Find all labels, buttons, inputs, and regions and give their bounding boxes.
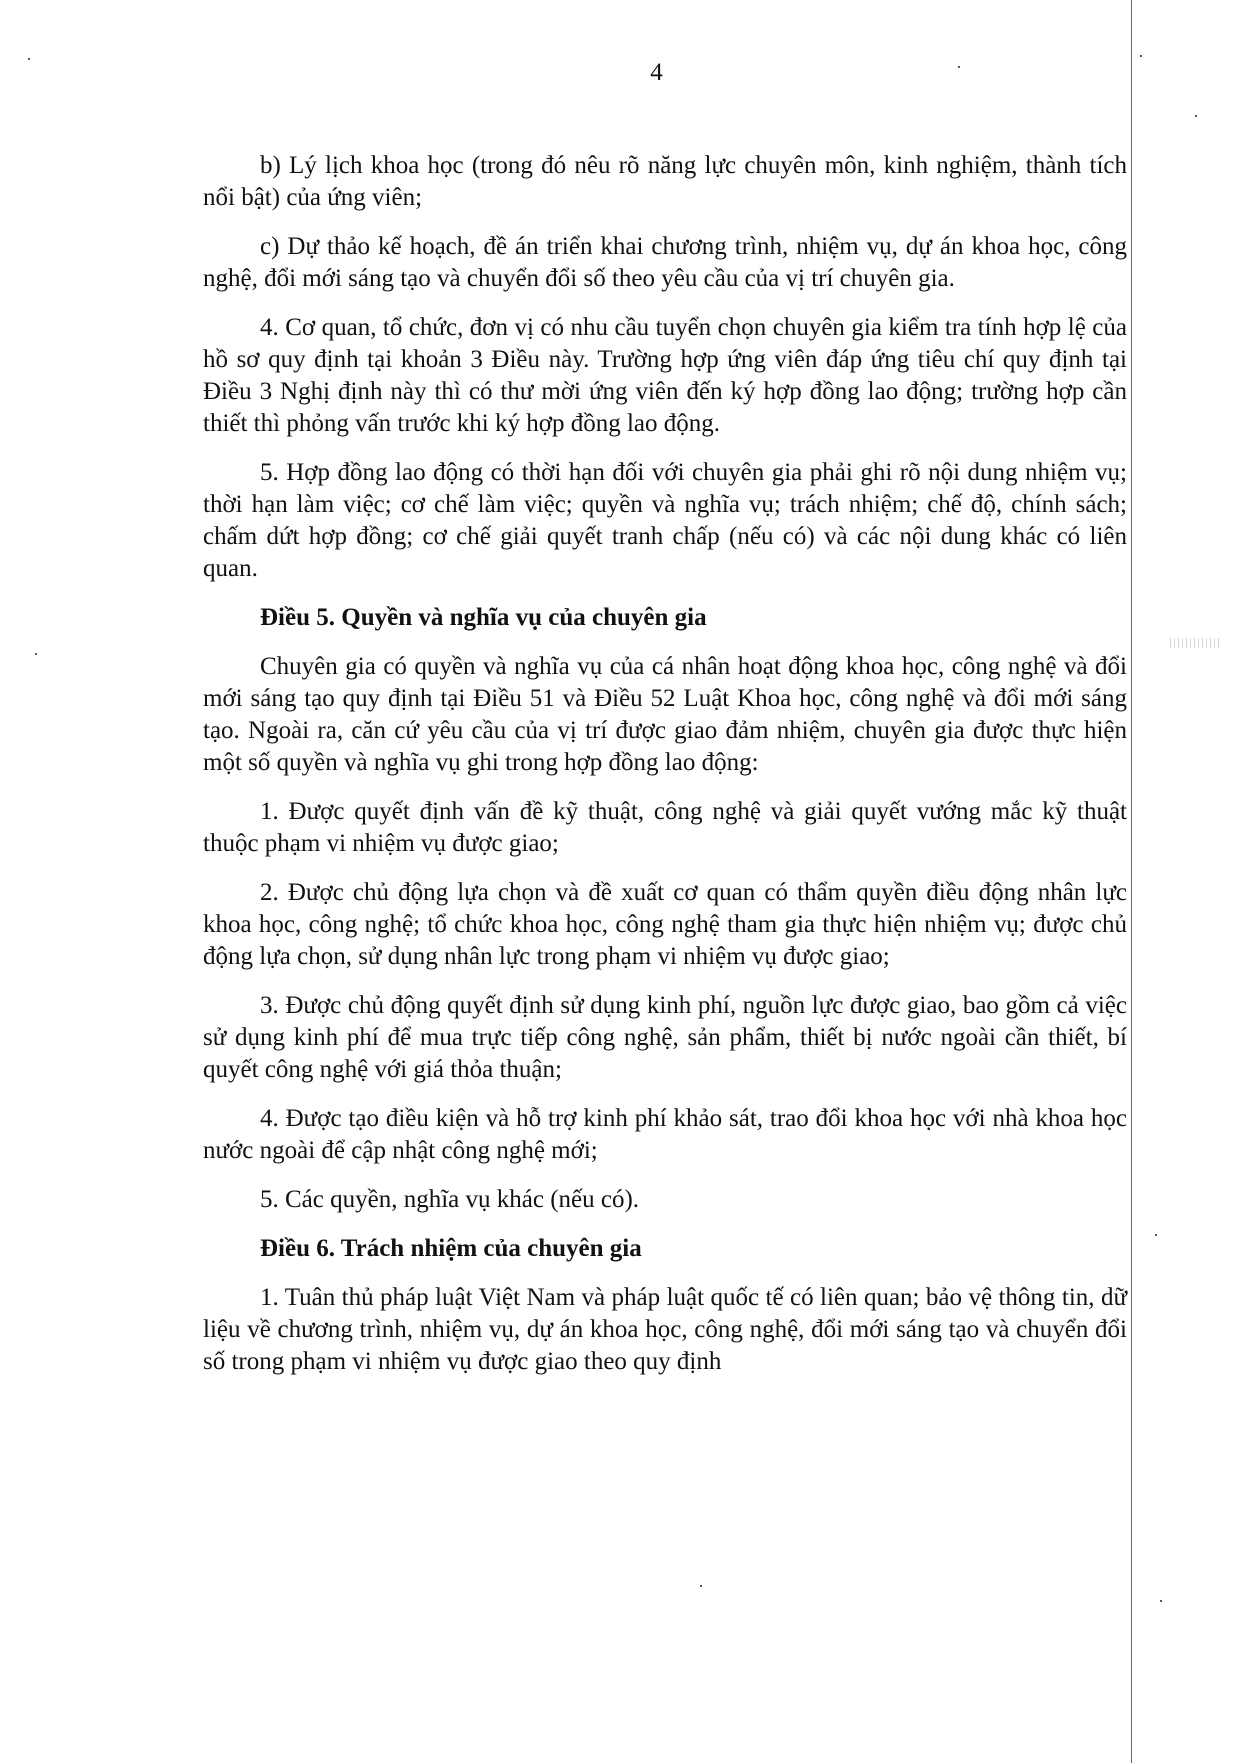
scan-noise — [1170, 638, 1220, 648]
paragraph-ly-lich-khoa-hoc: b) Lý lịch khoa học (trong đó nêu rõ năng lực chuyên môn, kinh nghiệm, thành tích nổi bật) của ứng viên; — [203, 152, 1127, 211]
paragraph-right-3: 3. Được chủ động quyết định sử dụng kinh phí, nguồn lực được giao, bao gồm cả việc sử dụng kinh phí để mua trực tiếp công nghệ, sản phẩm, thiết bị nước ngoài cần thiết, bí quyết công nghệ với giá thỏa thuận; — [203, 992, 1127, 1083]
paragraph-right-5: 5. Các quyền, nghĩa vụ khác (nếu có). — [260, 1186, 640, 1213]
article-6-heading: Điều 6. Trách nhiệm của chuyên gia — [260, 1235, 642, 1262]
paragraph-clause-5: 5. Hợp đồng lao động có thời hạn đối với chuyên gia phải ghi rõ nội dung nhiệm vụ; thời hạn làm việc; cơ chế làm việc; quyền và nghĩa vụ; trách nhiệm; chế độ, chính sách; chấm dứt hợp đồng; cơ chế giải quyết tranh chấp (nếu có) và các nội dung khác có liên quan. — [203, 459, 1127, 582]
scan-speck — [1155, 1234, 1157, 1236]
paragraph-right-4: 4. Được tạo điều kiện và hỗ trợ kinh phí khảo sát, trao đổi khoa học với nhà khoa học nước ngoài để cập nhật công nghệ mới; — [203, 1105, 1127, 1164]
paragraph-right-1: 1. Được quyết định vấn đề kỹ thuật, công nghệ và giải quyết vướng mắc kỹ thuật thuộc phạm vi nhiệm vụ được giao; — [203, 798, 1127, 857]
paragraph-responsibility-1: 1. Tuân thủ pháp luật Việt Nam và pháp luật quốc tế có liên quan; bảo vệ thông tin, dữ liệu về chương trình, nhiệm vụ, dự án khoa học, công nghệ, đổi mới sáng tạo và chuyển đổi số trong phạm vi nhiệm vụ được giao theo quy định — [203, 1284, 1127, 1375]
paragraph-right-2: 2. Được chủ động lựa chọn và đề xuất cơ quan có thẩm quyền điều động nhân lực khoa học, công nghệ; tổ chức khoa học, công nghệ tham gia thực hiện nhiệm vụ; được chủ động lựa chọn, sử dụng nhân lực trong phạm vi nhiệm vụ được giao; — [203, 879, 1127, 970]
scan-speck — [35, 653, 37, 655]
paragraph-article-5-intro: Chuyên gia có quyền và nghĩa vụ của cá nhân hoạt động khoa học, công nghệ và đổi mới sáng tạo quy định tại Điều 51 và Điều 52 Luật Khoa học, công nghệ và đổi mới sáng tạo. Ngoài ra, căn cứ yêu cầu của vị trí được giao đảm nhiệm, chuyên gia được thực hiện một số quyền và nghĩa vụ ghi trong hợp đồng lao động: — [203, 653, 1127, 776]
page-number: 4 — [650, 59, 663, 86]
paragraph-clause-4: 4. Cơ quan, tổ chức, đơn vị có nhu cầu tuyển chọn chuyên gia kiểm tra tính hợp lệ của hồ sơ quy định tại khoản 3 Điều này. Trường hợp ứng viên đáp ứng tiêu chí quy định tại Điều 3 Nghị định này thì có thư mời ứng viên đến ký hợp đồng lao động; trường hợp cần thiết thì phỏng vấn trước khi ký hợp đồng lao động. — [203, 314, 1127, 437]
paragraph-du-thao-ke-hoach: c) Dự thảo kế hoạch, đề án triển khai chương trình, nhiệm vụ, dự án khoa học, công nghệ, đổi mới sáng tạo và chuyển đổi số theo yêu cầu của vị trí chuyên gia. — [203, 233, 1127, 292]
scan-speck — [1140, 55, 1142, 57]
scan-speck — [1195, 115, 1197, 117]
scan-speck — [700, 1585, 702, 1587]
scan-margin-line — [1131, 0, 1132, 1763]
scan-speck — [1160, 1600, 1162, 1602]
article-5-heading: Điều 5. Quyền và nghĩa vụ của chuyên gia — [260, 604, 707, 631]
document-body — [203, 150, 1127, 1395]
